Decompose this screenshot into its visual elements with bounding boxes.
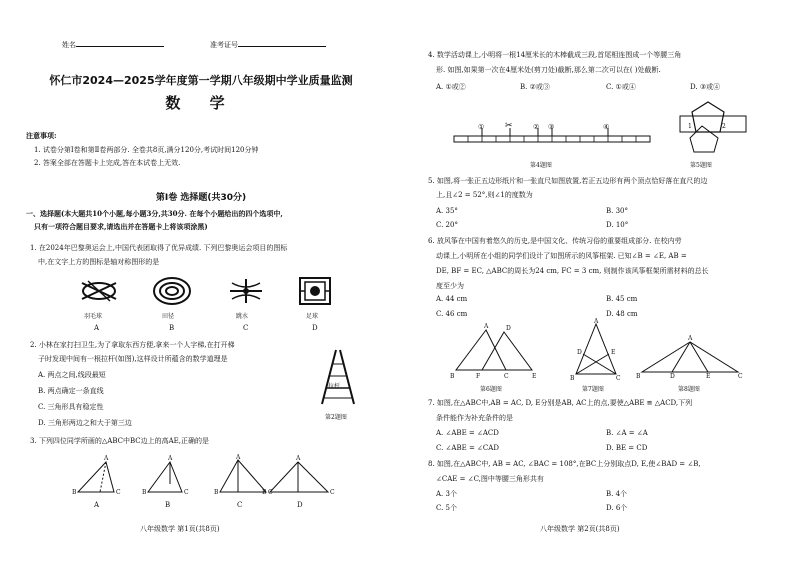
q5-figure bbox=[678, 98, 748, 156]
q7-option-c: C. ∠ABE = ∠CAD bbox=[436, 444, 499, 452]
q2-option-c: C. 三角形具有稳定性 bbox=[38, 403, 104, 411]
svg-text:D: D bbox=[670, 373, 675, 380]
q7-line2: 条件能作为补充条件的是 bbox=[436, 414, 513, 422]
q2-caption: 第2题图 bbox=[325, 414, 347, 421]
q6-line4: 度至少为 bbox=[436, 282, 464, 290]
svg-text:D: D bbox=[577, 349, 582, 356]
svg-text:C: C bbox=[504, 373, 509, 380]
q2-option-b: B. 两点确定一条直线 bbox=[38, 387, 104, 395]
svg-text:A: A bbox=[296, 455, 301, 462]
q8-line2: ∠CAE = ∠C,图中等腰三角形共有 bbox=[436, 475, 544, 483]
svg-text:B: B bbox=[142, 489, 147, 496]
footer-left: 八年级数学 第1页(共8页) bbox=[140, 525, 220, 533]
q5-option-d: D. 10° bbox=[606, 221, 629, 229]
q3-letter-c: C bbox=[237, 501, 243, 509]
scissors-icon: ✂ bbox=[505, 121, 513, 131]
svg-text:B: B bbox=[262, 489, 267, 496]
q4-line1: 4. 数学活动课上,小明将一根14厘米长的木棒截成三段,首尾相连围成一个等腰三角 bbox=[428, 51, 682, 59]
svg-text:A: A bbox=[104, 455, 109, 462]
q1-letter-b: B bbox=[169, 324, 175, 332]
svg-text:B: B bbox=[636, 373, 641, 380]
q1-line2: 中,在文字上方的图标是轴对称图形的是 bbox=[38, 258, 160, 266]
q6-line3: DE, BF = EC, △ABC的周长为24 cm, FC = 3 cm, 则制作该风筝框架所需材料的总长 bbox=[436, 267, 709, 275]
q8-option-b: B. 4个 bbox=[606, 490, 628, 498]
svg-text:A: A bbox=[594, 318, 599, 325]
q6-line2: 动课上,小明所在小组的同学们设计了如图所示的风筝框架. 已知∠B = ∠E, AB = bbox=[436, 252, 687, 260]
q4-mark-3: ③ bbox=[548, 123, 555, 131]
q7-option-d: D. BE = CD bbox=[606, 444, 648, 452]
q3-figures bbox=[70, 454, 335, 500]
q4-mark-2: ② bbox=[533, 123, 540, 131]
ticket-label: 准考证号 bbox=[210, 41, 238, 49]
svg-text:B: B bbox=[214, 489, 219, 496]
q1-caption-c: 跳水 bbox=[236, 313, 249, 320]
q5-line1: 5. 如图,将一张正五边形纸片和一张直尺如图放置,若正五边形有两个顶点恰好落在直尺的边 bbox=[428, 177, 708, 185]
q4-option-d: D. ③或④ bbox=[690, 83, 721, 91]
q2-option-a: A. 两点之间,线段最短 bbox=[38, 371, 106, 379]
section1-line2: 只有一项符合题目要求,请选出并在答题卡上将该项涂黑) bbox=[34, 222, 208, 231]
svg-text:A: A bbox=[236, 454, 241, 461]
svg-text:B: B bbox=[72, 489, 77, 496]
q2-line1: 2. 小林在家打扫卫生,为了拿取东西方便,拿来一个人字梯,在打开梯 bbox=[30, 341, 235, 349]
note-2: 2. 答案全部在答题卡上完成,答在本试卷上无效. bbox=[34, 159, 181, 167]
q5-angle-1: 1 bbox=[688, 123, 692, 130]
q2-line2: 子时发现中间有一根拉杆(如图),这样设计所蕴含的数学道理是 bbox=[38, 355, 228, 363]
q4-option-b: B. ②或③ bbox=[520, 83, 550, 91]
q4-line2: 形. 如图,如果第一次在4厘米处(剪刀处)截断,那么第二次可以在( )处截断. bbox=[436, 66, 661, 74]
exam-title: 怀仁市2024—2025学年度第一学期八年级期中学业质量监测 bbox=[49, 74, 353, 87]
notes-heading: 注意事项: bbox=[26, 131, 57, 140]
name-field bbox=[62, 40, 164, 50]
q4-mark-4: ④ bbox=[603, 123, 610, 131]
q3-letter-a: A bbox=[94, 501, 100, 509]
q5-option-a: A. 35° bbox=[436, 207, 458, 215]
svg-text:C: C bbox=[738, 373, 743, 380]
q1-caption-d: 足球 bbox=[306, 313, 319, 320]
figures-6-7-8 bbox=[446, 320, 776, 382]
ladder-figure bbox=[318, 348, 358, 408]
q5-option-b: B. 30° bbox=[606, 207, 629, 215]
diving-icon bbox=[226, 277, 266, 305]
name-label: 姓名 bbox=[62, 41, 76, 49]
badminton-icon bbox=[74, 277, 124, 305]
q6-caption: 第6题图 bbox=[480, 386, 502, 393]
ticket-field bbox=[210, 40, 326, 50]
q1-letter-c: C bbox=[243, 324, 249, 332]
q5-caption: 第5题图 bbox=[690, 162, 712, 169]
q8-option-d: D. 6个 bbox=[606, 504, 628, 512]
subject-title: 数 学 bbox=[165, 94, 237, 112]
svg-text:F: F bbox=[476, 373, 481, 380]
q6-option-a: A. 44 cm bbox=[436, 295, 468, 303]
q7-option-b: B. ∠A = ∠A bbox=[606, 429, 648, 437]
svg-text:C: C bbox=[116, 489, 121, 496]
q8-option-a: A. 3个 bbox=[436, 490, 457, 498]
svg-text:C: C bbox=[184, 489, 189, 496]
svg-text:A: A bbox=[688, 335, 693, 342]
q3-letter-d: D bbox=[297, 501, 303, 509]
part1-title: 第Ⅰ卷 选择题(共30分) bbox=[155, 193, 247, 203]
q1-letter-d: D bbox=[312, 324, 318, 332]
q5-line2: 上,且∠2 = 52°,则∠1的度数为 bbox=[436, 191, 533, 199]
q4-option-a: A. ①或② bbox=[436, 83, 466, 91]
footer-right: 八年级数学 第2页(共8页) bbox=[540, 525, 620, 533]
svg-text:B: B bbox=[450, 373, 455, 380]
svg-text:C: C bbox=[268, 489, 273, 496]
q2-option-d: D. 三角形两边之和大于第三边 bbox=[38, 419, 132, 427]
q6-option-d: D. 48 cm bbox=[606, 310, 638, 318]
note-1: 1. 试卷分第Ⅰ卷和第Ⅱ卷两部分. 全卷共8页,满分120分,考试时间120分钟 bbox=[34, 146, 259, 154]
section1-line1: 一、选择题(本大题共10个小题,每小题3分,共30分. 在每个小题给出的四个选项中, bbox=[26, 209, 283, 218]
svg-text:E: E bbox=[532, 373, 537, 380]
q1-caption-a: 羽毛球 bbox=[84, 313, 103, 320]
q3-line1: 3. 下列四位同学所画的△ABC中BC边上的高AE,正确的是 bbox=[30, 437, 209, 445]
q6-line1: 6. 放风筝在中国有着悠久的历史,是中国文化、传统习俗的重要组成部分. 在校内劳 bbox=[428, 237, 682, 245]
q8-caption: 第8题图 bbox=[678, 386, 700, 393]
svg-text:E: E bbox=[611, 349, 616, 356]
svg-text:E: E bbox=[706, 373, 711, 380]
athletics-icon bbox=[152, 276, 192, 306]
svg-text:C: C bbox=[330, 489, 335, 496]
svg-text:D: D bbox=[506, 325, 511, 332]
q7-line1: 7. 如图,在△ABC中,AB = AC, D, E分别是AB, AC上的点,要使△ABE ≌ △ACD,下列 bbox=[428, 399, 693, 407]
q6-option-c: C. 46 cm bbox=[436, 310, 468, 318]
q4-option-c: C. ①或④ bbox=[606, 83, 636, 91]
football-icon bbox=[298, 276, 332, 306]
q1-line1: 1. 在2024年巴黎奥运会上,中国代表团取得了优异成绩. 下列巴黎奥运会项目的图标 bbox=[30, 244, 288, 252]
q1-letter-a: A bbox=[94, 324, 100, 332]
svg-text:A: A bbox=[168, 455, 173, 462]
svg-text:A: A bbox=[484, 323, 489, 330]
q3-letter-b: B bbox=[165, 501, 171, 509]
q5-angle-2: 2 bbox=[722, 123, 726, 130]
svg-text:B: B bbox=[570, 375, 575, 382]
q2-fig-label: 拉杆 bbox=[328, 383, 341, 390]
q4-mark-1: ① bbox=[478, 123, 485, 131]
q7-caption: 第7题图 bbox=[582, 386, 604, 393]
svg-text:C: C bbox=[616, 375, 621, 382]
q5-option-c: C. 20° bbox=[436, 221, 458, 229]
q7-option-a: A. ∠ABE = ∠ACD bbox=[436, 429, 499, 437]
q4-caption: 第4题图 bbox=[530, 162, 552, 169]
q1-caption-b: 田径 bbox=[162, 313, 175, 320]
q8-option-c: C. 5个 bbox=[436, 504, 458, 512]
q8-line1: 8. 如图,在△ABC中, AB = AC, ∠BAC = 108°,在BC上分别取点D, E,使∠BAD = ∠B, bbox=[428, 460, 701, 468]
q6-option-b: B. 45 cm bbox=[606, 295, 638, 303]
